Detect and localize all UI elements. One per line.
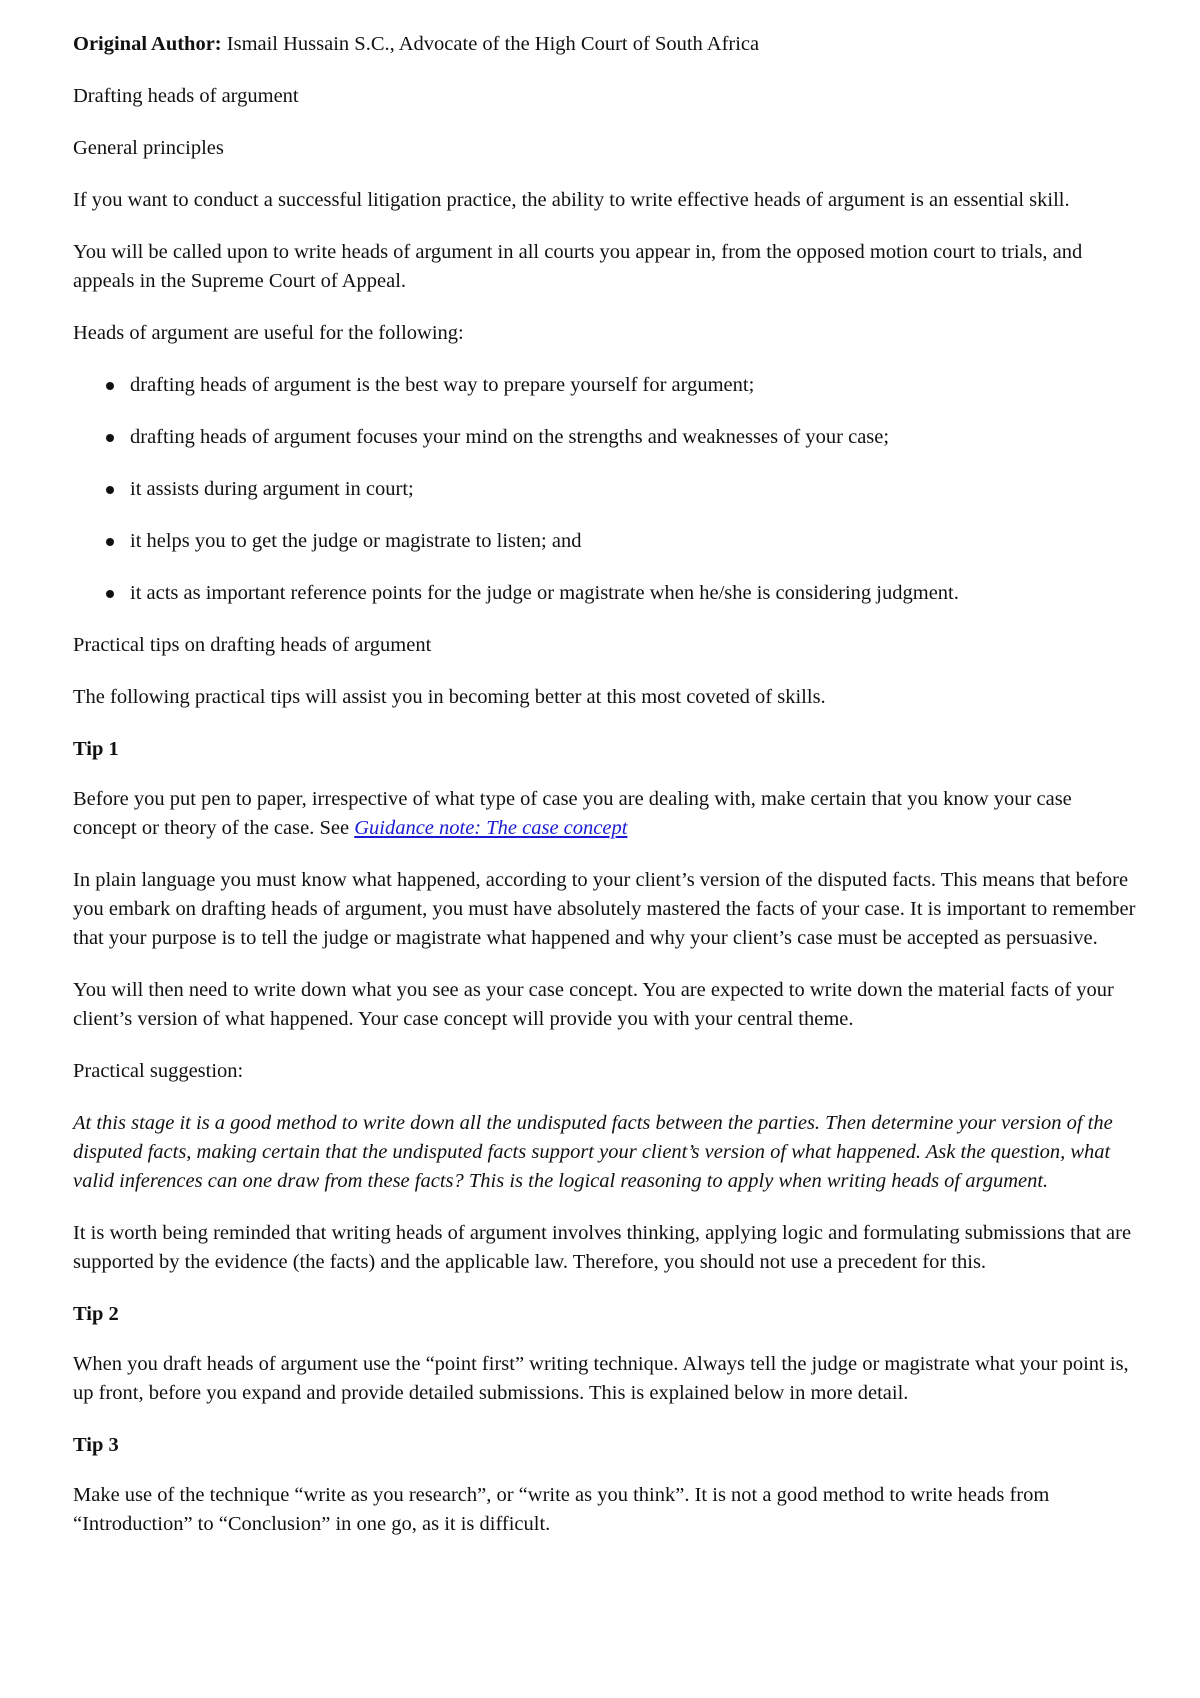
list-item [73,579,1139,608]
practical-suggestion-label: Practical suggestion: [73,1060,244,1082]
list-item-text: it helps you to get the judge or magistrate to listen; and [130,530,582,552]
useful-for-list [73,371,1139,608]
tip1-paragraph-3: You will then need to write down what you see as your case concept. You are expected to write down the material facts of your client’s version of what happened. Your case concept will provide you with your central theme. [73,979,1114,1030]
document-title: Drafting heads of argument [73,85,299,107]
section-practical-tips: Practical tips on drafting heads of argument [73,634,432,656]
bullet-icon [106,486,114,494]
author-label: Original Author: [73,33,222,55]
tip2-heading: Tip 2 [73,1303,119,1325]
practical-suggestion-text: At this stage it is a good method to write down all the undisputed facts between the parties. Then determine your version of the disputed facts, making certain that the undisputed facts support your client’s version of what happened. Ask the question, what valid inferences can one draw from these facts? This is the logical reasoning to apply when writing heads of argument. [73,1112,1113,1192]
section-general-principles: General principles [73,137,224,159]
document-page [73,30,1139,1562]
tip3-paragraph-1: Make use of the technique “write as you research”, or “write as you think”. It is not a good method to write heads from “Introduction” to “Conclusion” in one go, as it is difficult. [73,1484,1050,1535]
tip1-heading: Tip 1 [73,738,119,760]
paragraph-practical-tips: The following practical tips will assist you in becoming better at this most coveted of skills. [73,686,826,708]
author-line [73,30,1139,59]
bullet-icon [106,538,114,546]
paragraph-intro-1: If you want to conduct a successful litigation practice, the ability to write effective heads of argument is an essential skill. [73,189,1070,211]
paragraph-intro-2: You will be called upon to write heads of argument in all courts you appear in, from the opposed motion court to trials, and appeals in the Supreme Court of Appeal. [73,241,1083,292]
list-item-text: it acts as important reference points for the judge or magistrate when he/she is considering judgment. [130,582,959,604]
author-value: Ismail Hussain S.C., Advocate of the High Court of South Africa [226,33,760,55]
bullet-icon [106,382,114,390]
tip2-paragraph-1: When you draft heads of argument use the “point first” writing technique. Always tell the judge or magistrate what your point is, up front, before you expand and provide detailed submissions. This is explained below in more detail. [73,1353,1129,1404]
list-item-text: drafting heads of argument focuses your mind on the strengths and weaknesses of your case; [130,426,890,448]
bullet-icon [106,590,114,598]
list-item-text: it assists during argument in court; [130,478,414,500]
tip3-heading: Tip 3 [73,1434,119,1456]
paragraph-useful-for: Heads of argument are useful for the following: [73,322,464,344]
list-item [73,423,1139,452]
list-item [73,527,1139,556]
tip1-paragraph-1-text: Before you put pen to paper, irrespective of what type of case you are dealing with, make certain that you know your case concept or theory of the case. See [73,788,1072,839]
tip1-paragraph-1 [73,785,1139,843]
list-item [73,371,1139,400]
tip1-paragraph-4: It is worth being reminded that writing heads of argument involves thinking, applying logic and formulating submissions that are supported by the evidence (the facts) and the applicable law. Therefore, you should not use a precedent for this. [73,1222,1132,1273]
bullet-icon [106,434,114,442]
list-item [73,475,1139,504]
case-concept-guidance-link[interactable]: Guidance note: The case concept [354,817,628,839]
list-item-text: drafting heads of argument is the best way to prepare yourself for argument; [130,374,755,396]
tip1-paragraph-2: In plain language you must know what happened, according to your client’s version of the disputed facts. This means that before you embark on drafting heads of argument, you must have absolutely mastered the facts of your case. It is important to remember that your purpose is to tell the judge or magistrate what happened and why your client’s case must be accepted as persuasive. [73,869,1136,949]
